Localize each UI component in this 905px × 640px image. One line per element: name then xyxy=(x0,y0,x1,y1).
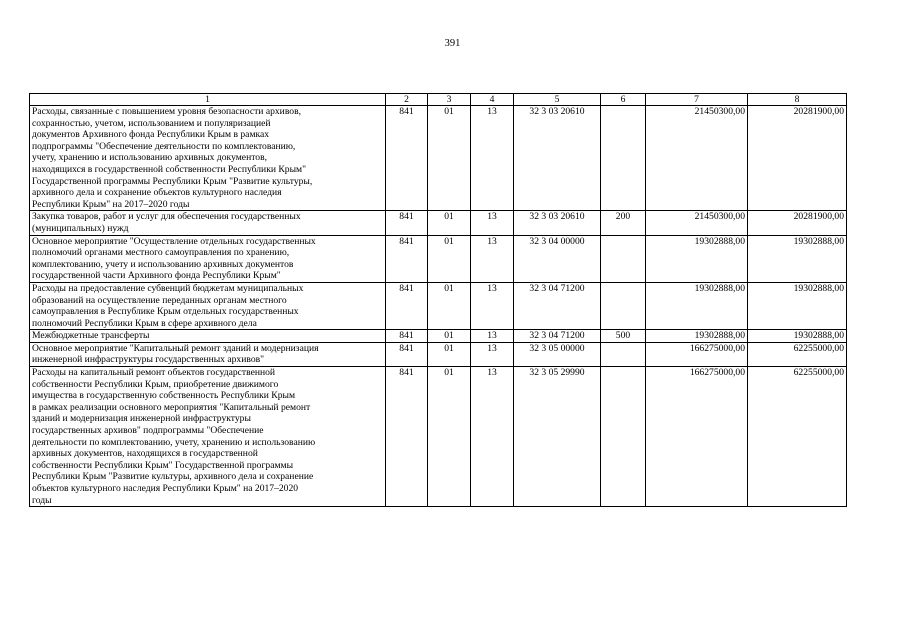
expense-type-code xyxy=(601,106,646,211)
subsection-code: 13 xyxy=(471,282,514,329)
table-row xyxy=(30,235,847,282)
amount-col-8: 62255000,00 xyxy=(748,342,847,366)
budget-table xyxy=(29,93,847,507)
table-row xyxy=(30,106,847,211)
subsection-code: 13 xyxy=(471,106,514,211)
expense-name: Основное мероприятие "Капитальный ремонт зданий и модернизация инженерной инфраструктуры государственных архивов" xyxy=(30,342,386,366)
amount-col-7: 166275000,00 xyxy=(646,342,748,366)
target-article-code: 32 3 03 20610 xyxy=(514,211,601,235)
ministry-code: 841 xyxy=(386,106,428,211)
expense-name: Расходы на предоставление субвенций бюджетам муниципальных образований на осуществление переданных органам местного самоуправления в Республике Крым отдельных государственных полномочий Республики Крым в сфере архивного дела xyxy=(30,282,386,329)
subsection-code: 13 xyxy=(471,235,514,282)
expense-type-code: 200 xyxy=(601,211,646,235)
subsection-code: 13 xyxy=(471,367,514,507)
amount-col-7: 21450300,00 xyxy=(646,211,748,235)
expense-type-code xyxy=(601,235,646,282)
column-header: 5 xyxy=(514,94,601,106)
header-row xyxy=(30,94,847,106)
amount-col-8: 19302888,00 xyxy=(748,235,847,282)
target-article-code: 32 3 05 29990 xyxy=(514,367,601,507)
table-row xyxy=(30,367,847,507)
expense-name: Основное мероприятие "Осуществление отдельных государственных полномочий органами местного самоуправления по хранению, комплектованию, учету и использованию архивных документов государственной части Архивного фонда Республики Крым" xyxy=(30,235,386,282)
ministry-code: 841 xyxy=(386,211,428,235)
table-row xyxy=(30,282,847,329)
table-row xyxy=(30,330,847,343)
column-header: 1 xyxy=(30,94,386,106)
section-code: 01 xyxy=(428,342,471,366)
amount-col-7: 19302888,00 xyxy=(646,282,748,329)
table-row xyxy=(30,211,847,235)
table-row xyxy=(30,342,847,366)
expense-type-code xyxy=(601,367,646,507)
amount-col-8: 62255000,00 xyxy=(748,367,847,507)
amount-col-7: 21450300,00 xyxy=(646,106,748,211)
ministry-code: 841 xyxy=(386,330,428,343)
section-code: 01 xyxy=(428,282,471,329)
subsection-code: 13 xyxy=(471,342,514,366)
expense-type-code xyxy=(601,282,646,329)
ministry-code: 841 xyxy=(386,342,428,366)
column-header: 6 xyxy=(601,94,646,106)
section-code: 01 xyxy=(428,367,471,507)
expense-type-code xyxy=(601,342,646,366)
expense-name: Расходы на капитальный ремонт объектов государственной собственности Республики Крым, приобретение движимого имущества в государственную собственность Республики Крым в рамках реализации основного мероприятия "Капитальный ремонт зданий и модернизация инженерной инфраструктуры государственных архивов" подпрограммы "Обеспечение деятельности по комплектованию, учету, хранению и использованию архивных документов, находящихся в государственной собственности Республики Крым" Государственной программы Республики Крым "Развитие культуры, архивного дела и сохранение объектов культурного наследия Республики Крым" на 2017–2020 годы xyxy=(30,367,386,507)
ministry-code: 841 xyxy=(386,235,428,282)
column-header: 8 xyxy=(748,94,847,106)
amount-col-8: 20281900,00 xyxy=(748,106,847,211)
amount-col-7: 19302888,00 xyxy=(646,330,748,343)
expense-name: Межбюджетные трансферты xyxy=(30,330,386,343)
expense-type-code: 500 xyxy=(601,330,646,343)
amount-col-8: 20281900,00 xyxy=(748,211,847,235)
target-article-code: 32 3 05 00000 xyxy=(514,342,601,366)
target-article-code: 32 3 04 71200 xyxy=(514,330,601,343)
column-header: 7 xyxy=(646,94,748,106)
section-code: 01 xyxy=(428,235,471,282)
column-header: 4 xyxy=(471,94,514,106)
section-code: 01 xyxy=(428,211,471,235)
amount-col-7: 166275000,00 xyxy=(646,367,748,507)
target-article-code: 32 3 03 20610 xyxy=(514,106,601,211)
target-article-code: 32 3 04 71200 xyxy=(514,282,601,329)
amount-col-7: 19302888,00 xyxy=(646,235,748,282)
expense-name: Закупка товаров, работ и услуг для обеспечения государственных (муниципальных) нужд xyxy=(30,211,386,235)
target-article-code: 32 3 04 00000 xyxy=(514,235,601,282)
subsection-code: 13 xyxy=(471,211,514,235)
column-header: 2 xyxy=(386,94,428,106)
ministry-code: 841 xyxy=(386,367,428,507)
expense-name: Расходы, связанные с повышением уровня безопасности архивов, сохранностью, учетом, использованием и популяризацией документов Архивного фонда Республики Крым в рамках подпрограммы "Обеспечение деятельности по комплектованию, учету, хранению и использованию архивных документов, находящихся в государственной собственности Республики Крым" Государственной программы Республики Крым "Развитие культуры, архивного дела и сохранение объектов культурного наследия Республики Крым" на 2017–2020 годы xyxy=(30,106,386,211)
subsection-code: 13 xyxy=(471,330,514,343)
page-number: 391 xyxy=(444,38,461,49)
amount-col-8: 19302888,00 xyxy=(748,330,847,343)
ministry-code: 841 xyxy=(386,282,428,329)
section-code: 01 xyxy=(428,106,471,211)
column-header: 3 xyxy=(428,94,471,106)
amount-col-8: 19302888,00 xyxy=(748,282,847,329)
section-code: 01 xyxy=(428,330,471,343)
